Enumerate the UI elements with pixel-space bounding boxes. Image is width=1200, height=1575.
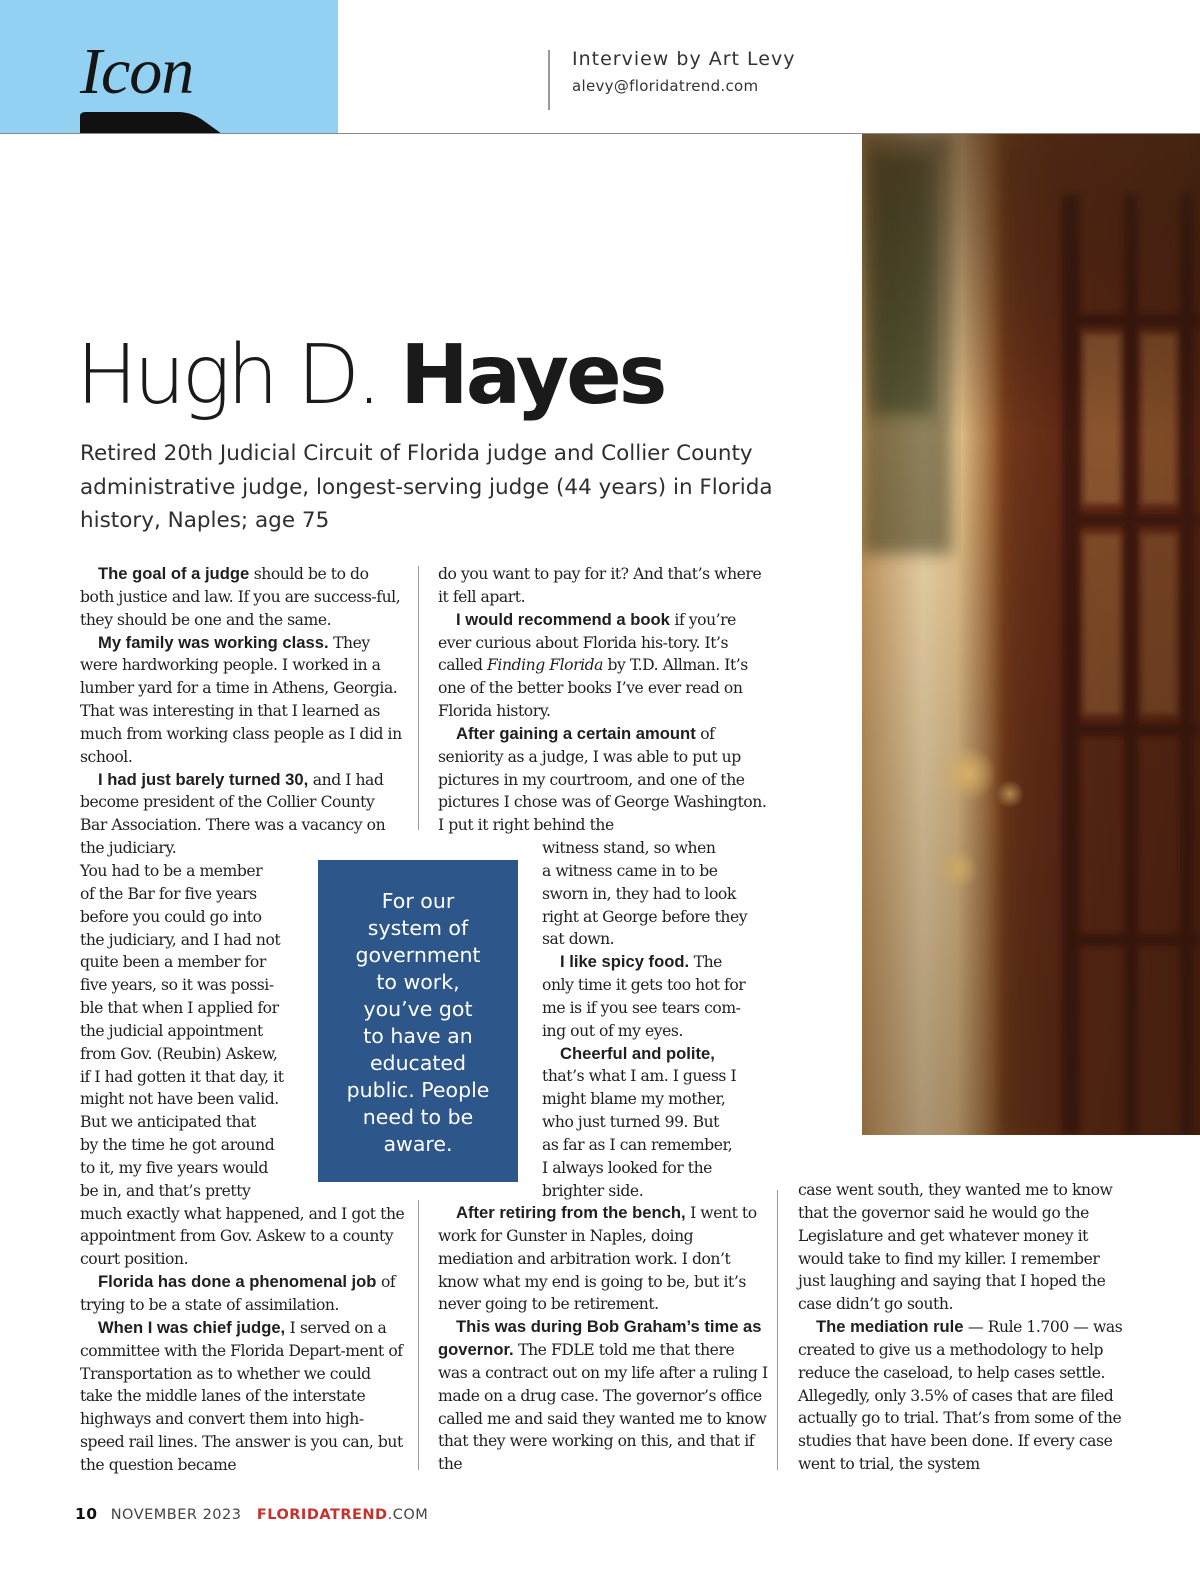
text-line bbox=[542, 883, 772, 906]
paragraph bbox=[798, 1179, 1128, 1316]
text-line bbox=[542, 1088, 772, 1111]
text-line bbox=[542, 1157, 772, 1180]
byline: Interview by Art Levy bbox=[572, 48, 796, 70]
paragraph-text: They were hardworking people. I worked in a lumber yard for a time in Athens, Georgia. That was interesting in that I learned as much from working class people as I did in school. bbox=[80, 633, 402, 766]
text-line bbox=[542, 1111, 772, 1134]
pull-quote-line: public. People bbox=[346, 1078, 490, 1102]
text-line bbox=[542, 1020, 772, 1043]
line-text: witness stand, so when bbox=[542, 839, 716, 857]
text-line bbox=[542, 1065, 772, 1088]
paragraph bbox=[438, 609, 768, 723]
pull-quote-line: system of bbox=[367, 916, 469, 940]
article-column-2-wrap bbox=[542, 837, 772, 1203]
page-number: 10 bbox=[75, 1505, 98, 1523]
paragraph-lead: I like spicy food. bbox=[560, 952, 690, 972]
line-text: only time it gets too hot for bbox=[542, 976, 746, 995]
paragraph-lead: My family was working class. bbox=[98, 632, 329, 652]
text-line bbox=[542, 837, 772, 860]
pull-quote-line: For our bbox=[381, 889, 455, 913]
footer-domain: .COM bbox=[387, 1507, 429, 1523]
column-1-continued bbox=[80, 1203, 405, 1477]
text-line bbox=[542, 974, 772, 997]
section-title: Icon bbox=[80, 35, 194, 108]
text-line: five years, so it was possi- bbox=[80, 976, 274, 995]
headline-first-name: Hugh D. bbox=[76, 328, 379, 423]
headline bbox=[76, 328, 664, 423]
paragraph-text: by T.D. Allman. It’s one of the better books I’ve ever read on Florida history. bbox=[438, 656, 748, 721]
paragraph bbox=[80, 563, 405, 632]
paragraph bbox=[438, 563, 768, 609]
text-line bbox=[542, 951, 772, 974]
text-line: But we anticipated that bbox=[80, 1113, 256, 1132]
text-line bbox=[542, 860, 772, 883]
paragraph-lead: The mediation rule bbox=[816, 1317, 964, 1337]
pull-quote-line: government bbox=[355, 943, 481, 967]
paragraph-lead: After retiring from the bench, bbox=[456, 1203, 686, 1222]
text-line: quite been a member for bbox=[80, 953, 266, 972]
line-text: I always looked for the bbox=[542, 1158, 712, 1177]
text-line: the judiciary, and I had not bbox=[80, 930, 281, 949]
paragraph bbox=[80, 769, 405, 860]
text-line: before you could go into bbox=[80, 907, 262, 926]
pull-quote-line: to work, bbox=[376, 970, 460, 994]
text-line: might not have been valid. bbox=[80, 1090, 279, 1109]
line-text: might blame my mother, bbox=[542, 1090, 726, 1109]
paragraph-lead: This was during Bob Graham’s time as governor. bbox=[438, 1317, 762, 1360]
paragraph bbox=[80, 1203, 405, 1272]
text-line: to it, my five years would bbox=[80, 1158, 268, 1177]
line-text: sworn in, they had to look bbox=[542, 884, 736, 903]
line-text: brighter side. bbox=[542, 1181, 644, 1200]
line-text: The bbox=[689, 953, 722, 972]
paragraph bbox=[80, 1317, 405, 1477]
text-line: ble that when I applied for bbox=[80, 999, 279, 1018]
paragraph bbox=[438, 723, 768, 837]
paragraph-text: — Rule 1.700 — was created to give us a methodology to help reduce the caseload, to help cases settle. Allegedly, only 3.5% of cases that are filed actually go to trial. That’s from some of the studies that have been done. If every case went to trial, the system bbox=[798, 1318, 1123, 1474]
paragraph-lead: When I was chief judge, bbox=[98, 1317, 286, 1337]
pull-quote-line: you’ve got bbox=[363, 997, 473, 1021]
paragraph-lead: Florida has done a phenomenal job bbox=[98, 1272, 377, 1292]
paragraph bbox=[438, 1316, 768, 1476]
column-rule bbox=[777, 1190, 778, 1470]
paragraph bbox=[80, 632, 405, 769]
paragraph-text: I served on a committee with the Florida Depart-ment of Transportation as to whether we could take the middle lanes of the interstate highways and convert them into high-speed rail lines. The answer is you can, but the question became bbox=[80, 1318, 403, 1474]
text-line: from Gov. (Reubin) Askew, bbox=[80, 1044, 278, 1063]
column-rule bbox=[418, 1200, 419, 1470]
paragraph-text: of seniority as a judge, I was able to put up pictures in my courtroom, and one of the pictures I chose was of George Washington. I put it right behind the bbox=[438, 724, 767, 835]
pull-quote bbox=[318, 860, 518, 1182]
pull-quote-line: need to be bbox=[362, 1105, 474, 1129]
text-line: if I had gotten it that day, it bbox=[80, 1067, 284, 1086]
paragraph-lead: Cheerful and polite, bbox=[560, 1043, 715, 1063]
section-tab bbox=[0, 0, 338, 134]
paragraph-text: The FDLE told me that there was a contract out on my life after a ruling I made on a drug case. The governor’s office called me and said they wanted me to know that they were working on this, and that if the bbox=[438, 1341, 768, 1474]
text-line bbox=[542, 928, 772, 951]
paragraph-lead: I would recommend a book bbox=[456, 609, 670, 629]
paragraph bbox=[80, 1271, 405, 1317]
paragraph-text: of trying to be a state of assimilation. bbox=[80, 1273, 396, 1314]
paragraph-text: and I had become president of the Collier County Bar Association. There was a vacancy on the judiciary. bbox=[80, 770, 386, 858]
text-line bbox=[542, 1043, 772, 1066]
text-line bbox=[542, 906, 772, 929]
pull-quote-line: to have an bbox=[363, 1024, 473, 1048]
pull-quote-line: educated bbox=[369, 1051, 467, 1075]
article-column-2-top bbox=[438, 563, 768, 837]
text-line: You had to be a member bbox=[80, 861, 263, 880]
paragraph-text: case went south, they wanted me to know that the governor said he would go the Legislature and get whatever money it would take to find my killer. I remember just laughing and saying that I hoped the case didn’t go south. bbox=[798, 1181, 1113, 1314]
line-text: who just turned 99. But bbox=[542, 1113, 719, 1132]
column-rule bbox=[418, 566, 419, 830]
line-text: sat down. bbox=[542, 930, 615, 949]
line-text: that’s what I am. I guess I bbox=[542, 1067, 737, 1086]
paragraph bbox=[438, 1202, 768, 1316]
footer-brand: FLORIDATREND bbox=[256, 1507, 388, 1523]
text-line bbox=[542, 1134, 772, 1157]
text-line: be in, and that’s pretty bbox=[80, 1181, 251, 1200]
photo-background bbox=[862, 134, 1200, 1135]
text-line bbox=[542, 997, 772, 1020]
deck: Retired 20th Judicial Circuit of Florida judge and Collier County administrative judge, longest-serving judge (44 years) in Florida history, Naples; age 75 bbox=[80, 441, 773, 533]
byline-email: alevy@floridatrend.com bbox=[572, 77, 759, 95]
headline-last-name: Hayes bbox=[400, 328, 665, 423]
article-column-3 bbox=[798, 1179, 1128, 1476]
article-column-2-bottom bbox=[438, 1202, 768, 1476]
section-tab-swoosh bbox=[80, 112, 222, 134]
paragraph-lead: After gaining a certain amount bbox=[456, 723, 696, 743]
text-line bbox=[542, 1180, 772, 1203]
portrait-photo bbox=[862, 134, 1200, 1135]
text-line: the judicial appointment bbox=[80, 1021, 263, 1040]
paragraph-lead: I had just barely turned 30, bbox=[98, 769, 309, 789]
paragraph-text: should be to do both justice and law. If you are success-ful, they should be one and the same. bbox=[80, 565, 401, 629]
line-text: as far as I can remember, bbox=[542, 1135, 733, 1154]
line-text: right at George before they bbox=[542, 907, 748, 926]
paragraph-text: if you’re ever curious about Florida his-tory. It’s called bbox=[438, 610, 736, 675]
paragraph-text: I went to work for Gunster in Naples, doing mediation and arbitration work. I don’t know what my end is going to be, but it’s never going to be retirement. bbox=[438, 1204, 757, 1314]
issue-date: NOVEMBER 2023 bbox=[110, 1507, 242, 1523]
line-text: a witness came in to be bbox=[542, 861, 718, 880]
paragraph-lead: The goal of a judge bbox=[98, 564, 250, 583]
paragraph-text: do you want to pay for it? And that’s where it fell apart. bbox=[438, 565, 762, 606]
text-line: by the time he got around bbox=[80, 1136, 275, 1155]
paragraph bbox=[798, 1316, 1128, 1476]
text-line: of the Bar for five years bbox=[80, 884, 257, 903]
line-text: ing out of my eyes. bbox=[542, 1021, 683, 1040]
line-text: me is if you see tears com- bbox=[542, 998, 741, 1017]
book-title: Finding Florida bbox=[487, 656, 603, 675]
paragraph-text: much exactly what happened, and I got the appointment from Gov. Askew to a county court position. bbox=[80, 1204, 405, 1269]
page-footer bbox=[75, 1505, 428, 1523]
byline-divider bbox=[548, 50, 550, 110]
pull-quote-line: aware. bbox=[383, 1132, 453, 1156]
column-1-paragraphs bbox=[80, 563, 405, 860]
